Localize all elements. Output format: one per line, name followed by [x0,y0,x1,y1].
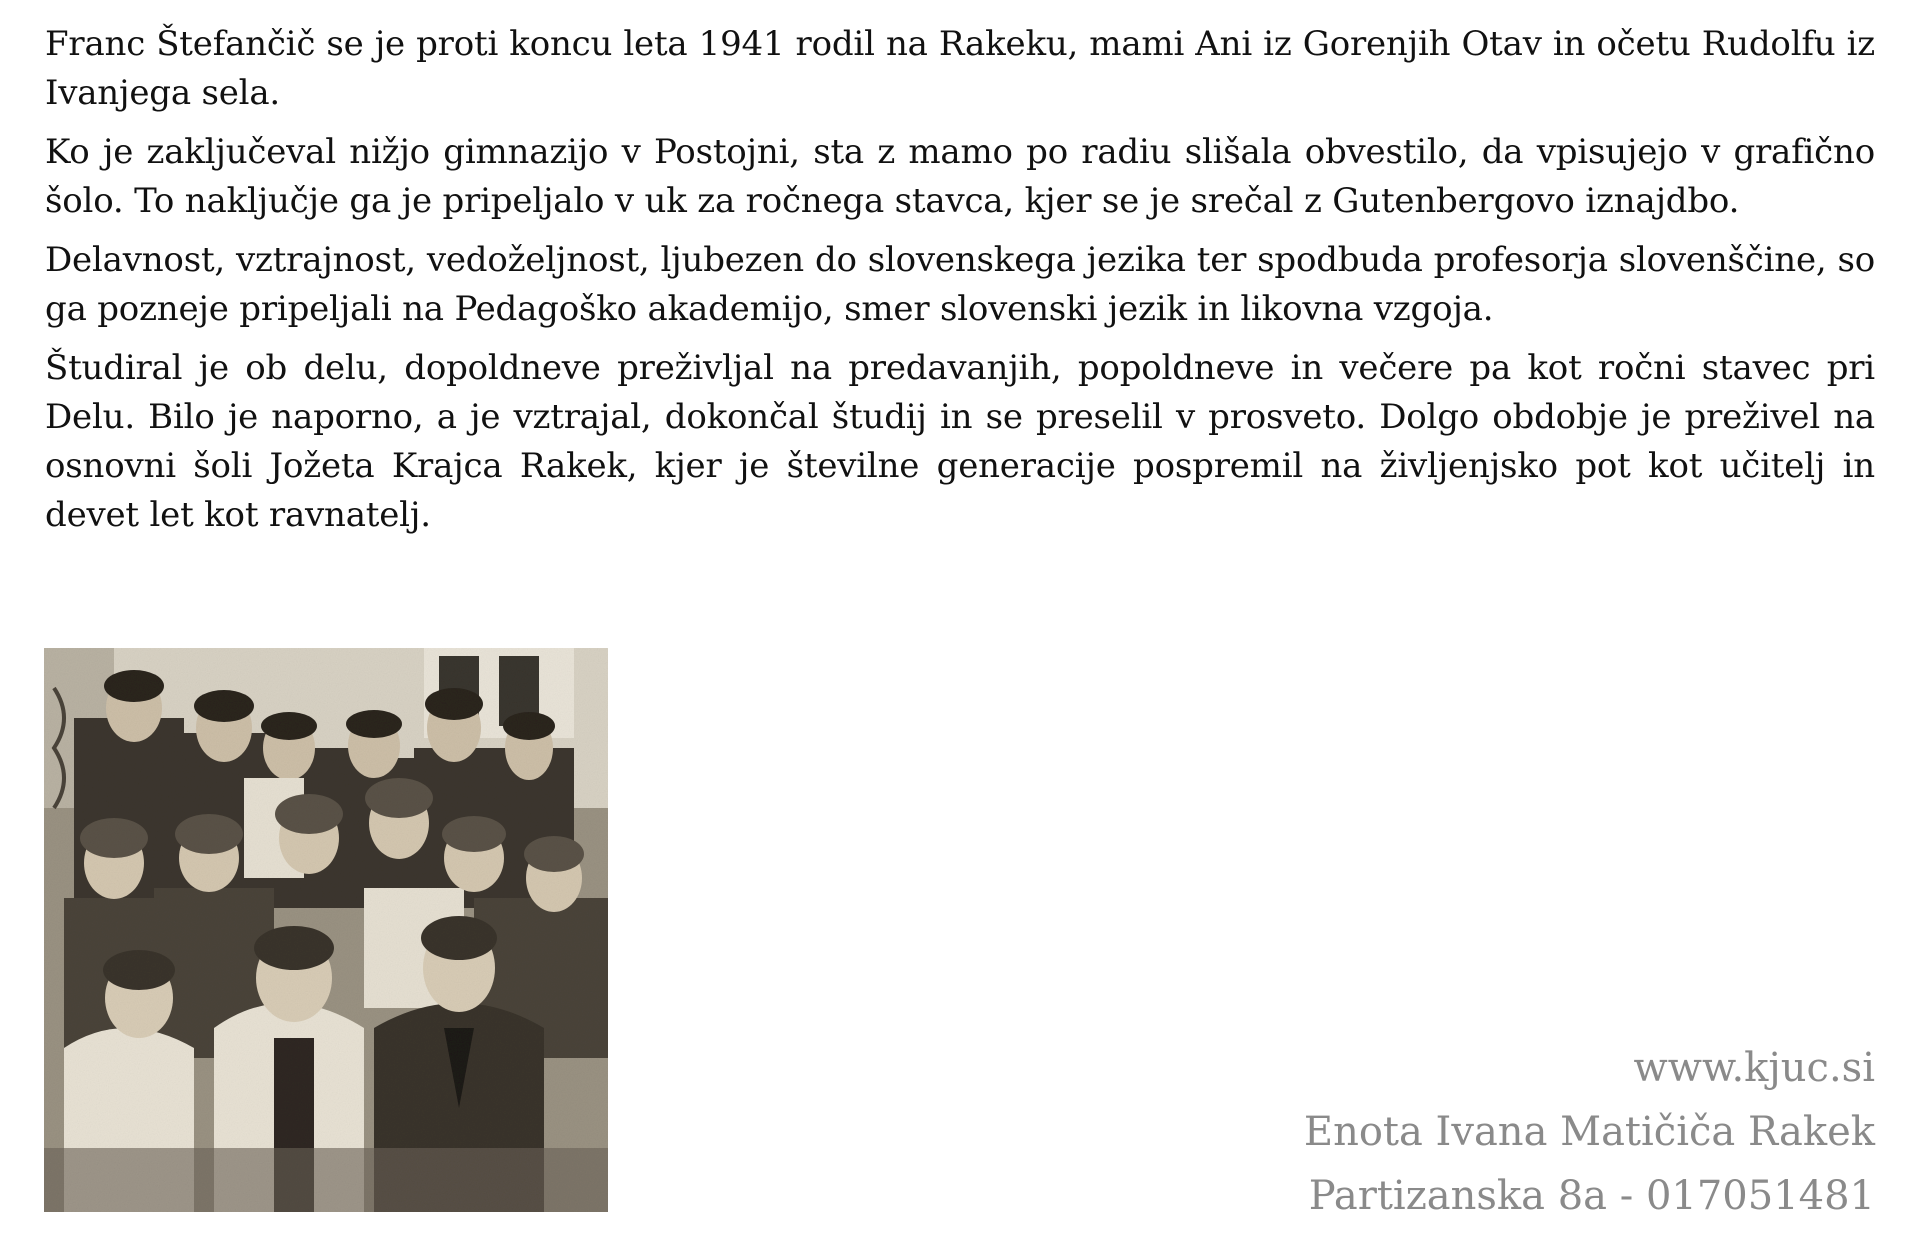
unit-name: Enota Ivana Matičiča Rakek [1303,1109,1875,1155]
paragraph-education: Ko je zaključeval nižjo gimnazijo v Postojni, sta z mamo po radiu slišala obvestilo, da vpisujejo v grafično šolo. To naključje ga je pripeljalo v uk za ročnega stavca, kjer se je srečal z Gutenbergovo iznajdbo. [45,132,1875,221]
website-link[interactable]: www.kjuc.si [1633,1045,1875,1091]
footer-contact [1304,1036,1875,1228]
class-group-photo [44,648,608,1212]
address-phone: Partizanska 8a - 017051481 [1308,1173,1875,1219]
group-photo-illustration [44,648,608,1212]
paragraph-academy: Delavnost, vztrajnost, vedoželjnost, ljubezen do slovenskega jezika ter spodbuda profesorja slovenščine, so ga pozneje pripeljali na Pedagoško akademijo, smer slovenski jezik in likovna vzgoja. [45,240,1875,329]
paragraph-career: Študiral je ob delu, dopoldneve preživljal na predavanjih, popoldneve in večere pa kot ročni stavec pri Delu. Bilo je naporno, a je vztrajal, dokončal študij in se preselil v prosveto. Dolgo obdobje je preživel na osnovni šoli Jožeta Krajca Rakek, kjer je številne generacije pospremil na življenjsko pot kot učitelj in devet let kot ravnatelj. [45,348,1875,535]
paragraph-birth: Franc Štefančič se je proti koncu leta 1941 rodil na Rakeku, mami Ani iz Gorenjih Otav in očetu Rudolfu iz Ivanjega sela. [45,24,1875,113]
biography-text [45,20,1875,550]
